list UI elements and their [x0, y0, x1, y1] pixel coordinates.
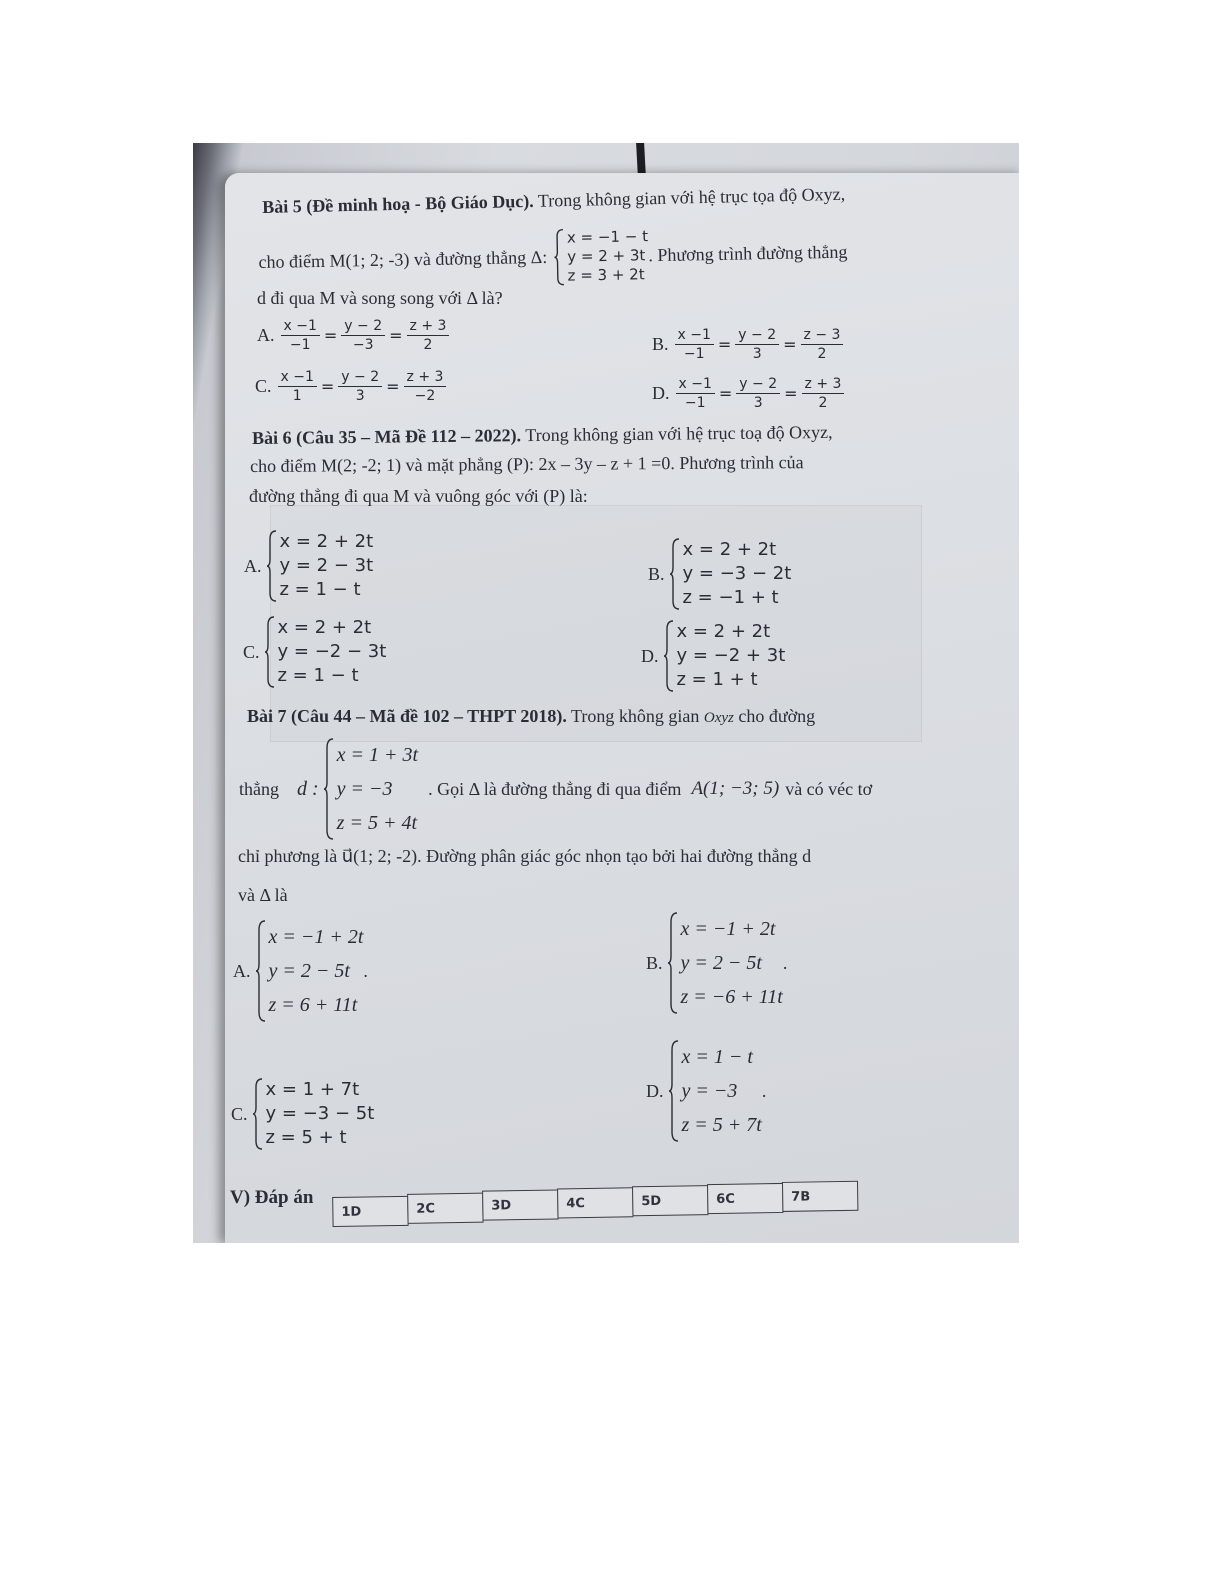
bai7-point: A(1; −3; 5)	[691, 778, 780, 799]
bai6-title: Bài 6 (Câu 35 – Mã Đề 112 – 2022).	[252, 425, 522, 448]
brace-icon	[663, 620, 675, 692]
bai7-mid: . Gọi Δ là đường thẳng đi qua điểm	[428, 778, 682, 799]
equation-system: x = −1 + 2t y = 2 − 5t z = −6 + 11t	[667, 912, 783, 1014]
binder-clip	[636, 143, 646, 177]
bai5-line2	[258, 224, 848, 291]
answer-cell: 6C	[707, 1183, 783, 1214]
option-label: A.	[257, 325, 275, 345]
fraction: $\frac{x -1}{-1}$	[281, 318, 320, 353]
equation-system: x = 2 + 2t y = 2 − 3t z = 1 − t	[266, 530, 374, 602]
option-label: B.	[648, 563, 665, 584]
option-label: D.	[652, 383, 670, 403]
bai5-line2-pre: cho điểm M(1; 2; -3) và đường thẳng Δ:	[258, 246, 548, 272]
bai7-d-label: d :	[297, 777, 319, 800]
bai6-intro: Trong không gian với hệ trục toạ độ Oxyz,	[525, 421, 833, 446]
bai6-option-b[interactable]	[648, 538, 791, 610]
bai7-title: Bài 7 (Câu 44 – Mã đề 102 – THPT 2018).	[247, 706, 567, 726]
brace-icon	[667, 912, 679, 1014]
bai5-line3: d đi qua M và song song với Δ là?	[257, 288, 503, 308]
fraction: $\frac{z + 3}{2}$	[407, 318, 450, 353]
brace-icon	[669, 538, 681, 610]
option-label: B.	[646, 952, 663, 973]
equation-system: x = 2 + 2t y = −2 − 3t z = 1 − t	[264, 616, 387, 688]
bai7-oxyz: Oxyz	[703, 710, 734, 726]
bai7-option-d[interactable]: D. x = 1 − t y = −3 z = 5 + 7t .	[646, 1040, 766, 1142]
fraction: $\frac{y - 2}{3}$	[338, 369, 382, 404]
option-label: C.	[243, 641, 260, 662]
bai5-option-a[interactable]: A. $\frac{x -1}{-1}$ = $\frac{y - 2}{-3}$ = $\frac{z + 3}{2}$	[257, 318, 451, 353]
equation-system: x = −1 + 2t y = 2 − 5t z = 6 + 11t	[255, 920, 364, 1022]
bai7-heading	[247, 706, 815, 728]
fraction: $\frac{z - 3}{2}$	[801, 327, 844, 362]
answer-cell: 5D	[632, 1185, 708, 1216]
bai7-intro-a: Trong không gian	[571, 706, 700, 726]
equation-system: x = 2 + 2t y = −3 − 2t z = −1 + t	[669, 538, 792, 610]
bai5-option-d[interactable]: D. $\frac{x -1}{-1}$ = $\frac{y - 2}{3}$ = $\frac{z + 3}{2}$	[652, 376, 846, 411]
bai5-title: Bài 5 (Đề minh hoạ - Bộ Giáo Dục).	[262, 190, 534, 217]
fraction: $\frac{z + 3}{-2}$	[404, 369, 447, 404]
answer-cell: 3D	[482, 1189, 558, 1220]
fraction: $\frac{z + 3}{2}$	[802, 376, 845, 411]
bai7-line3: chỉ phương là u⃗(1; 2; -2). Đường phân giác góc nhọn tạo bởi hai đường thẳng d	[238, 846, 812, 866]
brace-icon	[323, 738, 335, 840]
brace-icon	[255, 920, 267, 1022]
answers-title: V) Đáp án	[230, 1187, 314, 1208]
brace-icon	[264, 616, 276, 688]
fraction: $\frac{y - 2}{3}$	[735, 327, 779, 362]
equation-system: x = 1 + 7t y = −3 − 5t z = 5 + t	[252, 1078, 375, 1150]
option-label: C.	[255, 376, 272, 396]
bai7-line2	[239, 738, 872, 840]
option-label: A.	[244, 555, 262, 576]
brace-icon	[252, 1078, 264, 1150]
option-label: A.	[233, 960, 251, 981]
bai7-option-b[interactable]: B. x = −1 + 2t y = 2 − 5t z = −6 + 11t .	[646, 912, 787, 1014]
bai6-option-c[interactable]	[243, 616, 386, 688]
bai7-option-c[interactable]	[231, 1078, 374, 1150]
fraction: $\frac{x -1}{1}$	[278, 369, 317, 404]
system-row: z = 3 + 2t	[567, 265, 645, 285]
answer-cell: 1D	[332, 1196, 408, 1227]
bai5-intro: Trong không gian với hệ trục tọa độ Oxyz,	[537, 183, 846, 211]
fraction: $\frac{x -1}{-1}$	[675, 327, 714, 362]
answers-table	[333, 1179, 859, 1227]
equation-system: x = 1 − t y = −3 z = 5 + 7t	[668, 1040, 762, 1142]
answer-cell: 4C	[557, 1187, 633, 1218]
bai5-option-b[interactable]: B. $\frac{x -1}{-1}$ = $\frac{y - 2}{3}$ = $\frac{z - 3}{2}$	[652, 327, 845, 362]
fraction: $\frac{y - 2}{-3}$	[341, 318, 385, 353]
bai7-thang: thẳng	[239, 778, 279, 799]
system-row: y = 2 + 3t	[567, 246, 646, 266]
equation-system: x = 2 + 2t y = −2 + 3t z = 1 + t	[663, 620, 786, 692]
brace-icon	[553, 229, 566, 286]
bai5-delta-system	[553, 227, 649, 286]
brace-icon	[668, 1040, 680, 1142]
option-label: C.	[231, 1103, 248, 1124]
answer-cell: 7B	[782, 1181, 858, 1212]
bai7-d-system: x = 1 + 3t y = −3 z = 5 + 4t	[323, 738, 418, 840]
brace-icon	[266, 530, 278, 602]
fraction: $\frac{x -1}{-1}$	[676, 376, 715, 411]
system-row: x = −1 − t	[566, 227, 649, 247]
bai6-line3: đường thẳng đi qua M và vuông góc với (P) là:	[249, 486, 588, 506]
bai6-option-d[interactable]	[641, 620, 785, 692]
fraction: $\frac{y - 2}{3}$	[736, 376, 780, 411]
bai7-end: và có véc tơ	[785, 778, 873, 799]
option-label: D.	[641, 645, 659, 666]
bai5-line2-post: . Phương trình đường thẳng	[648, 241, 848, 265]
bai7-line4: và Δ là	[238, 885, 288, 905]
bai7-option-a[interactable]: A. x = −1 + 2t y = 2 − 5t z = 6 + 11t .	[233, 920, 368, 1022]
option-label: B.	[652, 334, 669, 354]
bai7-intro-b: cho đường	[738, 706, 816, 726]
bai6-option-a[interactable]	[244, 530, 373, 602]
bai6-line2: cho điểm M(2; -2; 1) và mặt phẳng (P): 2x – 3y – z + 1 =0. Phương trình của	[250, 452, 804, 476]
answer-cell: 2C	[407, 1193, 483, 1224]
option-label: D.	[646, 1080, 664, 1101]
bai5-option-c[interactable]: C. $\frac{x -1}{1}$ = $\frac{y - 2}{3}$ = $\frac{z + 3}{-2}$	[255, 369, 448, 404]
